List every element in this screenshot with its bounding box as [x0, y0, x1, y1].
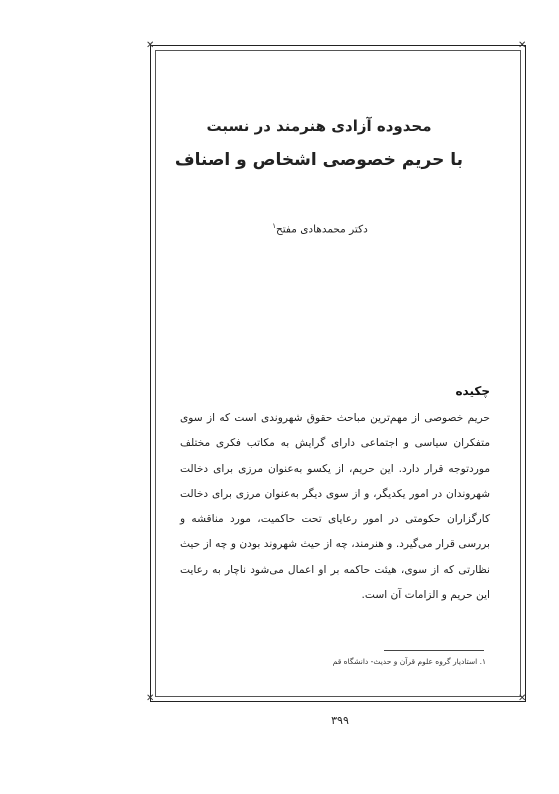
author-footnote-mark: ۱ — [272, 222, 276, 230]
footnote-divider — [384, 650, 484, 651]
author-name-block — [230, 222, 410, 236]
article-title-line-1: محدوده آزادی هنرمند در نسبت — [206, 117, 432, 135]
abstract-paragraph: حریم خصوصی از مهم‌ترین مباحث حقوق شهروندی است که از سوی متفکران سیاسی و اجتماعی دارای گرایش به مکاتب فکری مختلف موردتوجه قرار دارد. این حریم، از یکسو به‌عنوان مرزی برای دخالت شهروندان در امور یکدیگر، و از سوی دیگر به‌عنوان مرزی برای دخالت کارگزاران حکومتی در امور رعایای تحت حاکمیت، مورد مناقشه و بررسی قرار می‌گیرد. و هنرمند، چه از حیث شهروند بودن و چه از حیث نظارتی که از سوی، هیئت حاکمه بر او اعمال می‌شود ناچار به رعایت این حریم و الزامات آن است. — [180, 412, 490, 602]
corner-ornament-top-right: ✕ — [518, 40, 527, 51]
abstract-body — [180, 406, 490, 608]
abstract-heading: چکیده — [455, 384, 490, 398]
author-name: دکتر محمدهادی مفتح — [275, 223, 368, 236]
footnote-text: ۱. استادیار گروه علوم قرآن و حدیث- دانشگاه قم — [332, 657, 486, 666]
corner-ornament-bottom-left: ✕ — [146, 693, 155, 704]
corner-ornament-bottom-right: ✕ — [518, 693, 527, 704]
article-title-line-2: با حریم خصوصی اشخاص و اصناف — [174, 150, 464, 170]
page-number: ۳۹۹ — [331, 714, 349, 727]
corner-ornament-top-left: ✕ — [146, 40, 155, 51]
